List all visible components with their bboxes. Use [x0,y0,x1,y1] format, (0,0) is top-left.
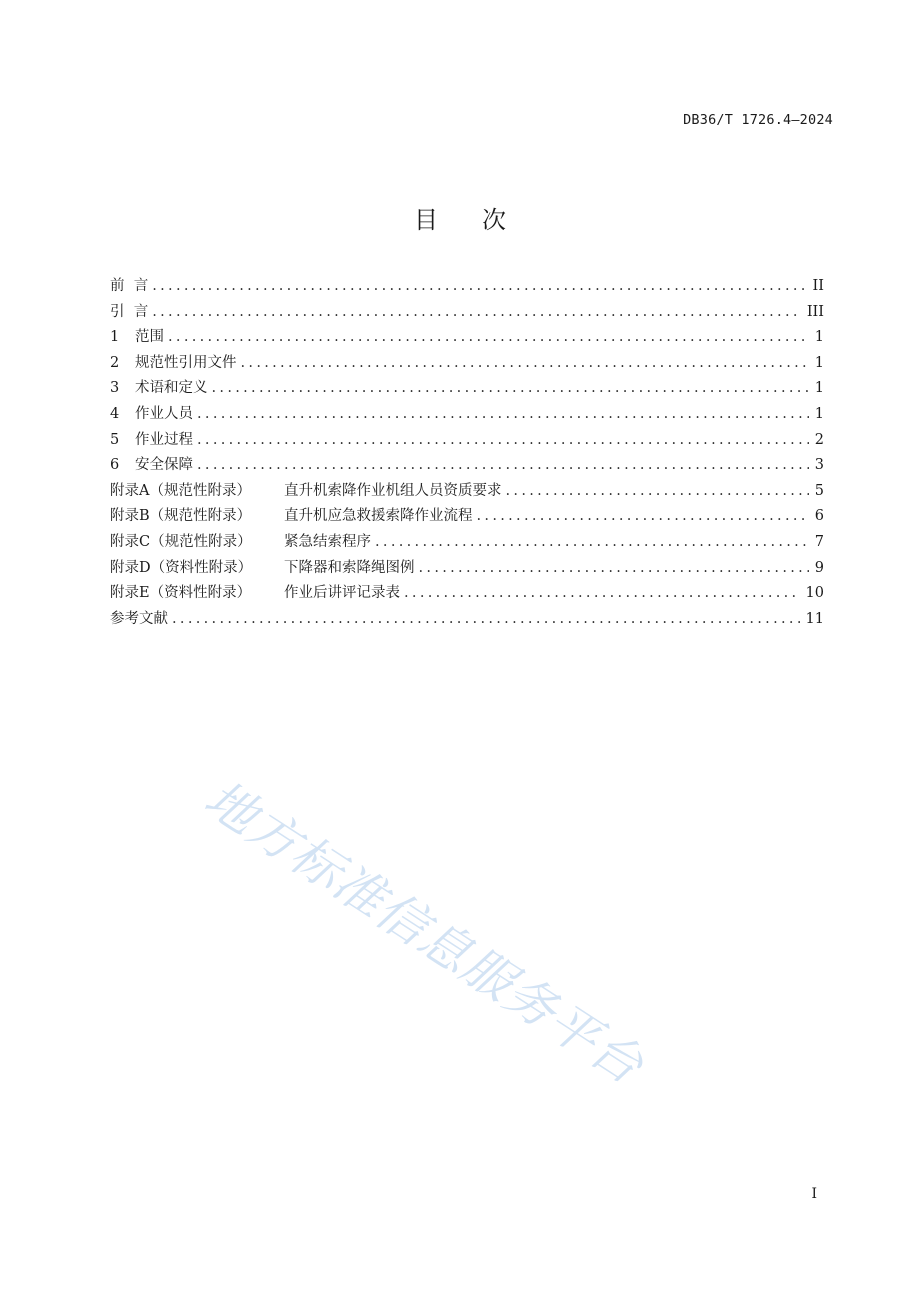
toc-entry-label-group [110,479,502,500]
toc-entry-label-group [110,351,237,372]
toc-entry-label: 术语和定义 [135,380,208,397]
toc-entry-bibliography[interactable] [110,607,824,633]
toc-entry-label: 安全保障 [135,457,193,474]
toc-appendix-id: 附录B（规范性附录） [110,508,252,525]
toc-entry-personnel[interactable] [110,402,824,428]
toc-entry-page: 7 [814,533,824,550]
toc-entry-introduction[interactable] [110,300,824,326]
toc-entry-label: 下降器和索降绳图例 [284,559,415,576]
toc-leader-dots [241,355,809,371]
toc-leader-dots [197,432,809,448]
toc-entry-page: 5 [814,482,824,499]
toc-entry-appendix-d[interactable] [110,556,824,582]
toc-entry-terms-definitions[interactable] [110,376,824,402]
toc-appendix-id: 附录D（资料性附录） [110,559,253,576]
toc-entry-page: 2 [814,431,824,448]
toc-entry-label: 紧急结索程序 [284,533,371,550]
toc-leader-dots [152,278,806,294]
toc-leader-dots [419,560,809,576]
toc-entry-label-group [110,530,371,551]
toc-entry-number: 1 [110,329,120,346]
toc-entry-label: 作业人员 [135,405,193,422]
toc-entry-number: 2 [110,354,120,371]
toc-appendix-id: 附录E（资料性附录） [110,585,252,602]
toc-entry-number: 6 [110,457,120,474]
toc-entry-number: 3 [110,380,120,397]
toc-entry-normative-references[interactable] [110,351,824,377]
toc-leader-dots [197,406,809,422]
toc-entry-label-group [110,581,400,602]
toc-entry-label: 引 言 [110,303,149,320]
toc-appendix-id: 附录C（规范性附录） [110,533,252,550]
toc-leader-dots [197,457,809,473]
toc-entry-label-group [110,453,193,474]
toc-leader-dots [477,508,809,524]
toc-entry-label-group [110,402,193,423]
toc-leader-dots [168,329,809,345]
toc-leader-dots [375,534,809,550]
toc-leader-dots [152,304,801,320]
toc-entry-page: III [806,303,824,320]
page-title: 目次 [414,206,550,234]
toc-leader-dots [172,611,800,627]
toc-entry-label: 作业后讲评记录表 [284,585,400,602]
watermark-text: 地方标准信息服务平台 [194,769,654,1096]
toc-entry-label: 作业过程 [135,431,193,448]
toc-leader-dots [506,483,809,499]
toc-entry-label: 前 言 [110,278,149,294]
toc-entry-label: 范围 [135,329,164,346]
toc-entry-safety[interactable] [110,453,824,479]
toc-entry-label-group [110,556,415,577]
toc-entry-page: 1 [814,329,824,346]
toc-entry-label: 参考文献 [110,610,168,627]
toc-entry-label: 直升机应急救援索降作业流程 [284,508,473,525]
toc-appendix-id: 附录A（规范性附录） [110,482,251,499]
toc-entry-label: 规范性引用文件 [135,354,237,371]
toc-entry-number: 5 [110,431,120,448]
toc-entry-operation-process[interactable] [110,428,824,454]
toc-entry-appendix-c[interactable] [110,530,824,556]
toc-entry-page: 11 [805,610,824,627]
toc-entry-page: 6 [814,508,824,525]
toc-entry-appendix-e[interactable] [110,581,824,607]
toc-entry-label-group [110,428,193,449]
toc-entry-page: 1 [814,380,824,397]
table-of-contents [110,274,824,632]
toc-entry-foreword[interactable] [110,274,824,300]
toc-entry-page: 1 [814,405,824,422]
toc-leader-dots [404,585,800,601]
toc-entry-label: 直升机索降作业机组人员资质要求 [284,482,502,499]
document-code: DB36/T 1726.4—2024 [683,112,833,128]
toc-entry-page: II [812,278,824,294]
toc-entry-appendix-a[interactable] [110,479,824,505]
toc-entry-page: 3 [814,457,824,474]
toc-entry-label-group [110,376,208,397]
toc-entry-page: 10 [805,585,824,602]
toc-entry-appendix-b[interactable] [110,504,824,530]
page-number: I [811,1186,817,1202]
toc-entry-page: 9 [814,559,824,576]
toc-entry-number: 4 [110,405,120,422]
toc-leader-dots [212,380,809,396]
toc-entry-page: 1 [814,354,824,371]
toc-entry-label-group [110,504,473,525]
toc-entry-scope[interactable] [110,325,824,351]
toc-entry-label-group [110,325,164,346]
